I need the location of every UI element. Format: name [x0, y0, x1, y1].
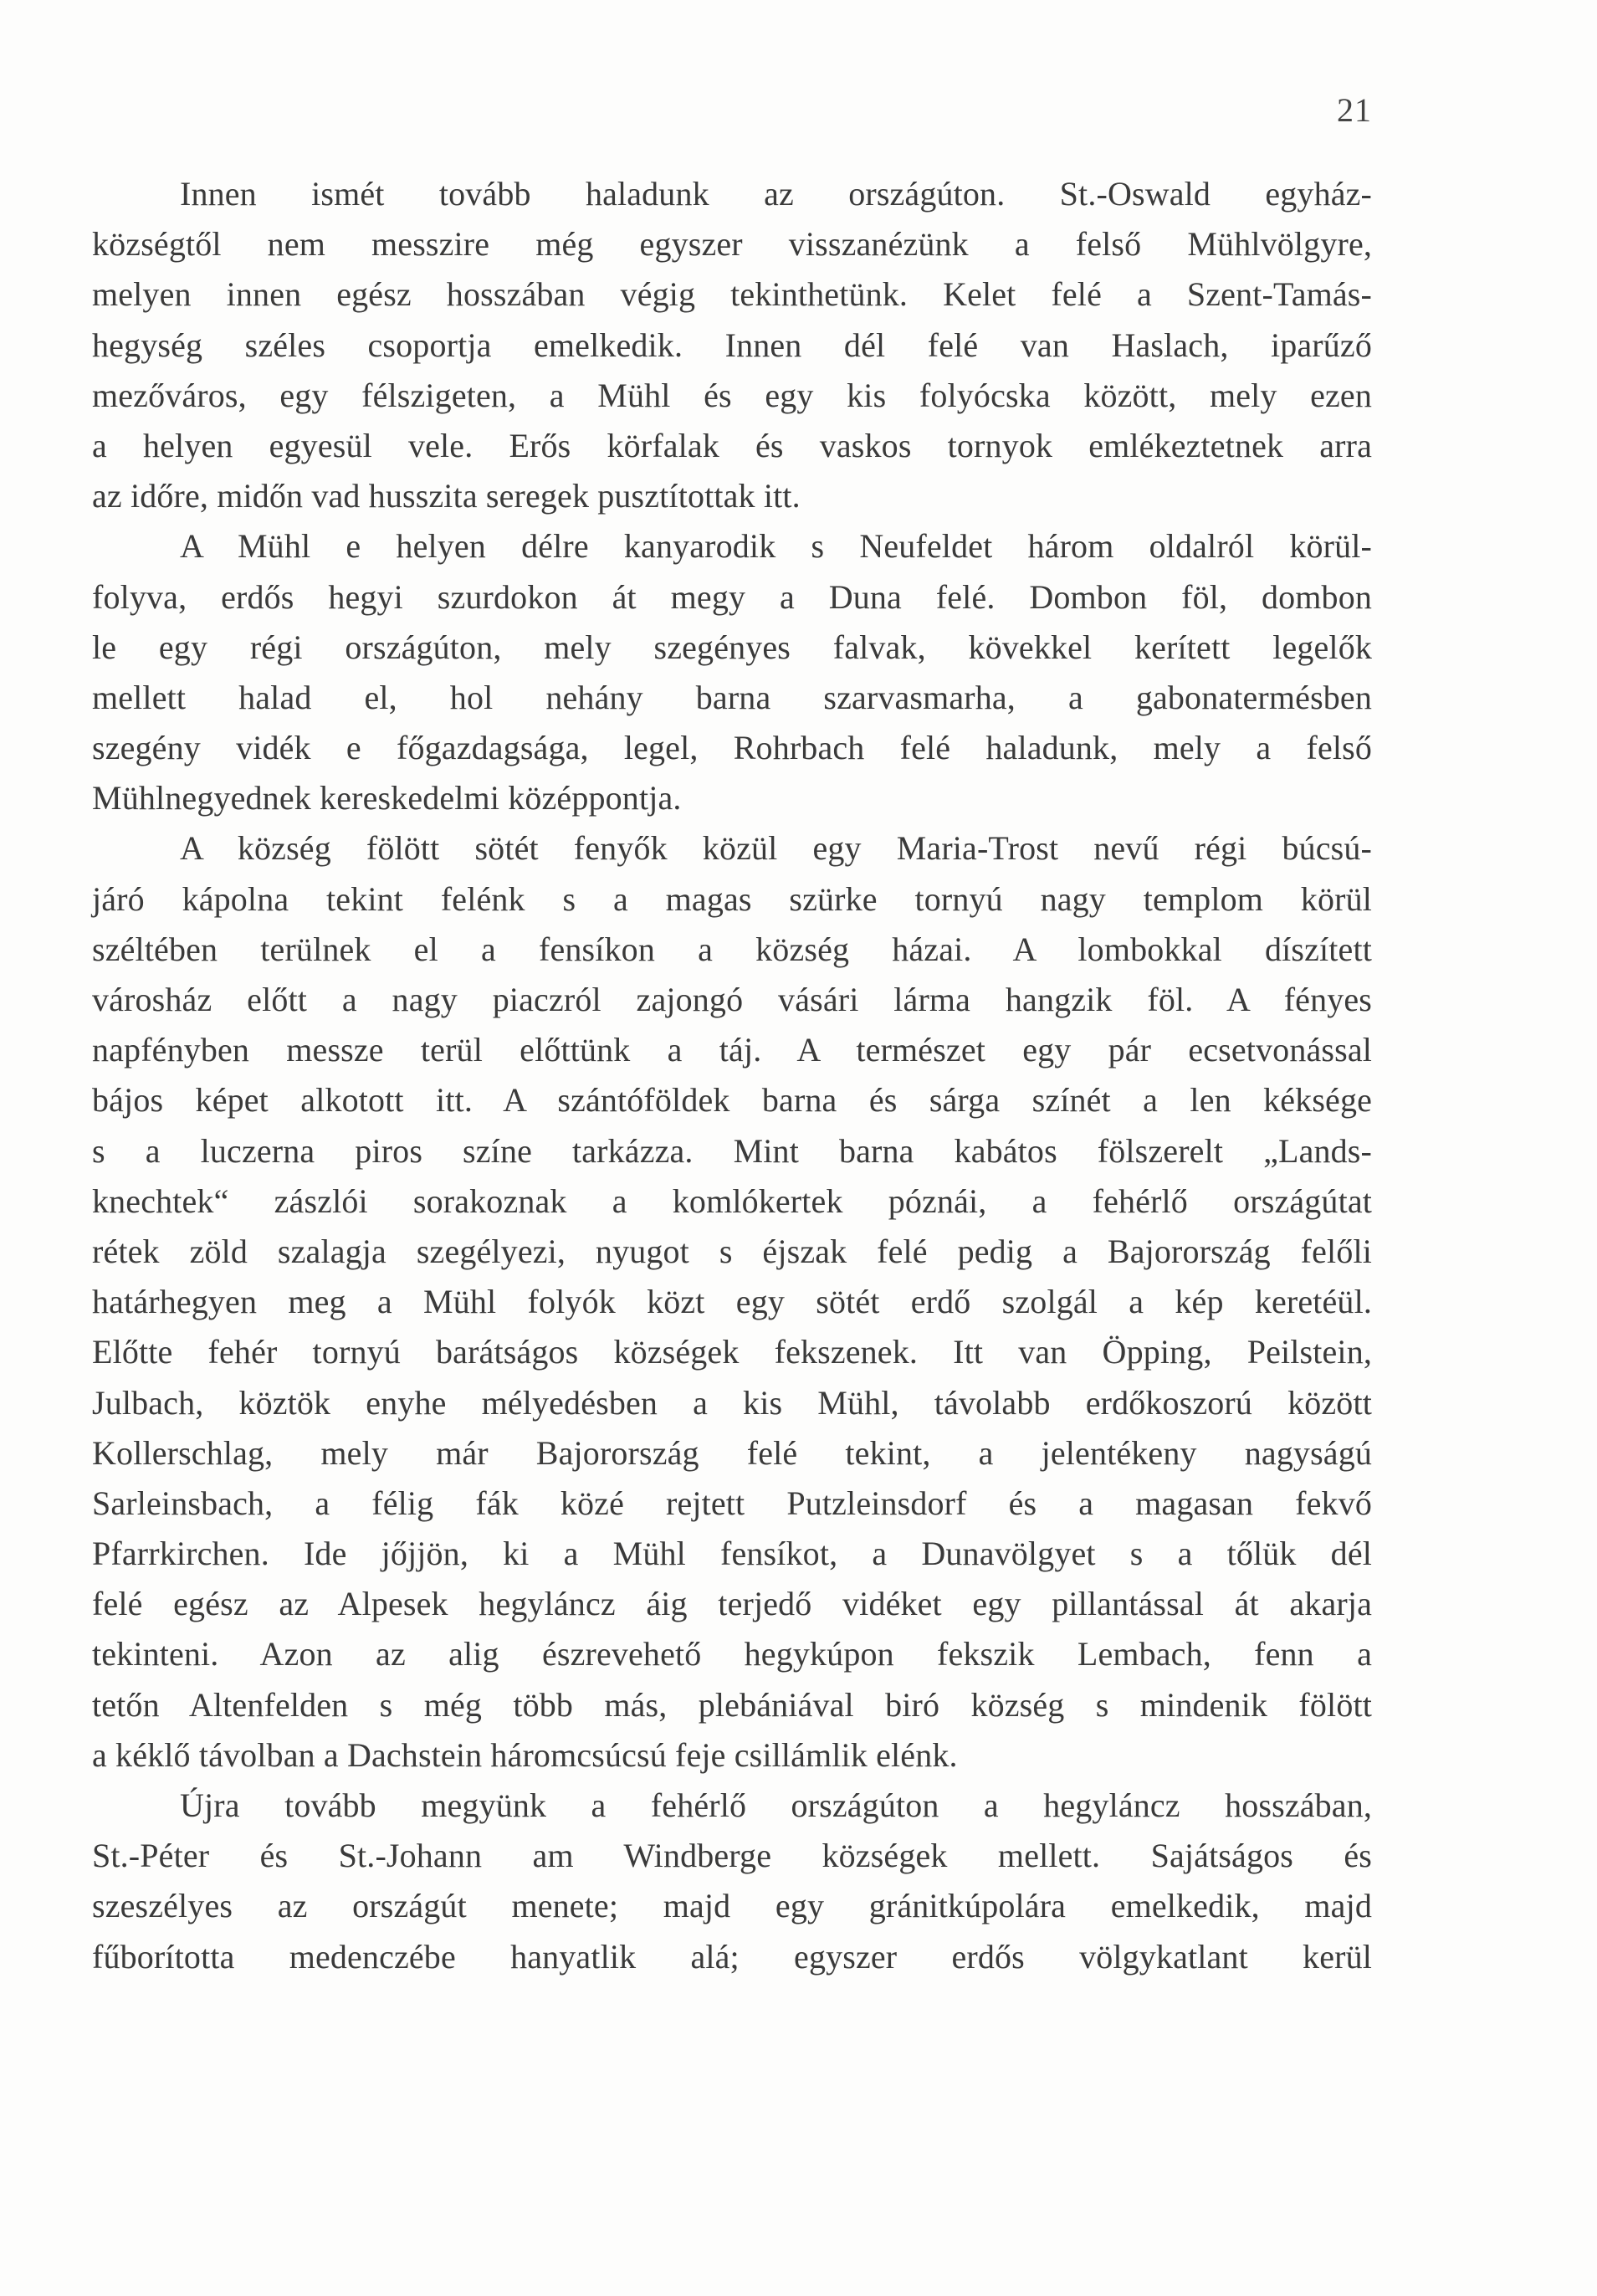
- text-line: Előtte fehér tornyú barátságos községek fekszenek. Itt van Öpping, Peilstein,: [92, 1333, 1372, 1371]
- text-line: A Mühl e helyen délre kanyarodik s Neufeldet három oldalról körül-: [180, 527, 1372, 566]
- text-line: határhegyen meg a Mühl folyók közt egy sötét erdő szolgál a kép keretéül.: [92, 1283, 1372, 1321]
- text-line: mezőváros, egy félszigeten, a Mühl és egy kis folyócska között, mely ezen: [92, 376, 1372, 414]
- text-line: városház előtt a nagy piaczról zajongó vásári lárma hangzik föl. A fényes: [92, 981, 1372, 1018]
- text-line: mellett halad el, hol nehány barna szarvasmarha, a gabonatermésben: [92, 678, 1372, 716]
- text-line: felé egész az Alpesek hegyláncz áig terjedő vidéket egy pillantással át akarja: [92, 1585, 1372, 1623]
- text-line: s a luczerna piros színe tarkázza. Mint barna kabátos fölszerelt „Lands-: [92, 1131, 1372, 1170]
- text-line: tekinteni. Azon az alig észrevehető hegykúpon fekszik Lembach, fenn a: [92, 1635, 1372, 1673]
- text-line: Innen ismét tovább haladunk az országúton. St.-Oswald egyház-: [180, 175, 1372, 213]
- text-line: az időre, midőn vad husszita seregek pusztítottak itt.: [92, 477, 801, 515]
- text-line: le egy régi országúton, mely szegényes falvak, kövekkel kerített legelők: [92, 628, 1372, 666]
- text-line: községtől nem messzire még egyszer visszanézünk a felső Mühlvölgyre,: [92, 225, 1372, 264]
- text-line: St.-Péter és St.-Johann am Windberge községek mellett. Sajátságos és: [92, 1837, 1372, 1875]
- text-line: A község fölött sötét fenyők közül egy Maria-Trost nevű régi búcsú-: [180, 829, 1372, 868]
- text-line: knechtek“ zászlói sorakoznak a komlókertek póznái, a fehérlő országútat: [92, 1181, 1372, 1220]
- text-line: a helyen egyesül vele. Erős körfalak és vaskos tornyok emlékeztetnek arra: [92, 426, 1372, 464]
- text-line: Mühlnegyednek kereskedelmi középpontja.: [92, 779, 682, 817]
- text-line: fűborította medenczébe hanyatlik alá; egyszer erdős völgykatlant kerül: [92, 1937, 1372, 1976]
- text-line: Sarleinsbach, a félig fák közé rejtett Putzleinsdorf és a magasan fekvő: [92, 1484, 1372, 1522]
- text-line: Pfarrkirchen. Ide jőjjön, ki a Mühl fensíkot, a Dunavölgyet s a tőlük dél: [92, 1535, 1372, 1573]
- text-line: járó kápolna tekint felénk s a magas szürke tornyú nagy templom körül: [92, 879, 1372, 918]
- text-line: hegység széles csoportja emelkedik. Innen dél felé van Haslach, iparűző: [92, 325, 1372, 364]
- paragraph: [92, 823, 1372, 1781]
- text-line: széltében terülnek el a fensíkon a község házai. A lombokkal díszített: [92, 930, 1372, 968]
- text-line: a kéklő távolban a Dachstein háromcsúcsú feje csillámlik elénk.: [92, 1735, 958, 1774]
- text-line: rétek zöld szalagja szegélyezi, nyugot s éjszak felé pedig a Bajorország felőli: [92, 1232, 1372, 1270]
- page-number: 21: [1337, 91, 1372, 129]
- paragraph: [92, 169, 1372, 521]
- text-line: szeszélyes az országút menete; majd egy gránitkúpolára emelkedik, majd: [92, 1887, 1372, 1925]
- text-line: Kollerschlag, mely már Bajorország felé tekint, a jelentékeny nagyságú: [92, 1433, 1372, 1472]
- text-line: napfényben messze terül előttünk a táj. A természet egy pár ecsetvonással: [92, 1031, 1372, 1069]
- text-line: melyen innen egész hosszában végig tekinthetünk. Kelet felé a Szent-Tamás-: [92, 275, 1372, 314]
- body-text: [92, 169, 1372, 1982]
- text-line: Julbach, köztök enyhe mélyedésben a kis Mühl, távolabb erdőkoszorú között: [92, 1383, 1372, 1422]
- text-line: folyva, erdős hegyi szurdokon át megy a Duna felé. Dombon föl, dombon: [92, 577, 1372, 616]
- paragraph: [92, 1781, 1372, 1982]
- text-line: tetőn Altenfelden s még több más, plebániával biró község s mindenik fölött: [92, 1685, 1372, 1724]
- text-line: szegény vidék e főgazdagsága, legel, Rohrbach felé haladunk, mely a felső: [92, 729, 1372, 767]
- text-line: bájos képet alkotott itt. A szántóföldek barna és sárga színét a len kéksége: [92, 1081, 1372, 1120]
- paragraph: [92, 521, 1372, 823]
- text-line: Újra tovább megyünk a fehérlő országúton a hegyláncz hosszában,: [180, 1786, 1372, 1824]
